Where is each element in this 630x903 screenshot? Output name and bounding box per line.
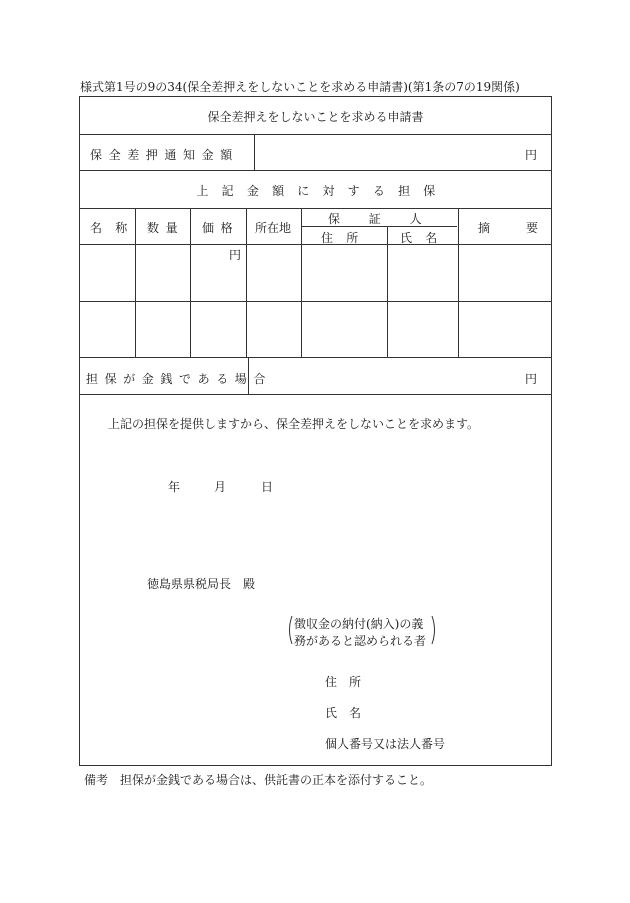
price-yen: 円 [229, 248, 242, 262]
col-name: 名称 [90, 221, 141, 235]
row-divider [80, 357, 551, 358]
address-label: 住 所 [325, 675, 362, 689]
form-title: 保全差押えをしないことを求める申請書 [207, 110, 424, 124]
row-divider [80, 394, 551, 395]
col-divider [458, 208, 459, 357]
row-divider [80, 134, 551, 135]
application-form [79, 96, 575, 766]
col-summary: 摘要 [478, 221, 575, 235]
number-label: 個人番号又は法人番号 [325, 737, 446, 751]
name-label: 氏 名 [325, 706, 362, 720]
col-price: 価格 [202, 221, 240, 235]
date-month: 月 [214, 480, 227, 494]
applicant-note-line1: 徴収金の納付(納入)の義 [294, 617, 424, 631]
form-number-header: 様式第1号の9の34(保全差押えをしないことを求める申請書)(第1条の7の19関係) [80, 80, 520, 94]
col-location: 所在地 [255, 221, 292, 235]
amount-divider [254, 134, 255, 170]
left-paren-icon [286, 615, 294, 645]
col-quantity: 数量 [147, 221, 185, 235]
addressee: 徳島県県税局長 殿 [147, 577, 256, 591]
col-divider [301, 208, 302, 357]
date-year: 年 [168, 480, 181, 494]
col-divider [246, 208, 247, 357]
row-divider [80, 170, 551, 171]
remarks: 備考 担保が金銭である場合は、供託書の正本を添付すること。 [84, 773, 433, 787]
right-paren-icon [430, 615, 438, 645]
col-divider [190, 208, 191, 357]
notice-amount-label: 保全差押通知金額 [90, 148, 239, 162]
notice-amount-yen: 円 [524, 148, 537, 162]
col-guarantor-name: 氏名 [400, 231, 451, 245]
request-text: 上記の担保を提供しますから、保全差押えをしないことを求めます。 [108, 417, 480, 431]
row-divider [80, 301, 551, 302]
col-divider [387, 226, 388, 357]
date-day: 日 [261, 480, 274, 494]
col-guarantor-address: 住所 [321, 231, 372, 245]
applicant-note-line2: 務があると認められる者 [294, 634, 427, 648]
row-divider [80, 244, 551, 245]
col-guarantor: 保証人 [328, 212, 451, 226]
cash-label: 担保が金銭である場合 [86, 372, 273, 386]
row-divider [80, 208, 551, 209]
security-heading: 上記金額に対する担保 [196, 184, 449, 198]
cash-yen: 円 [524, 372, 537, 386]
